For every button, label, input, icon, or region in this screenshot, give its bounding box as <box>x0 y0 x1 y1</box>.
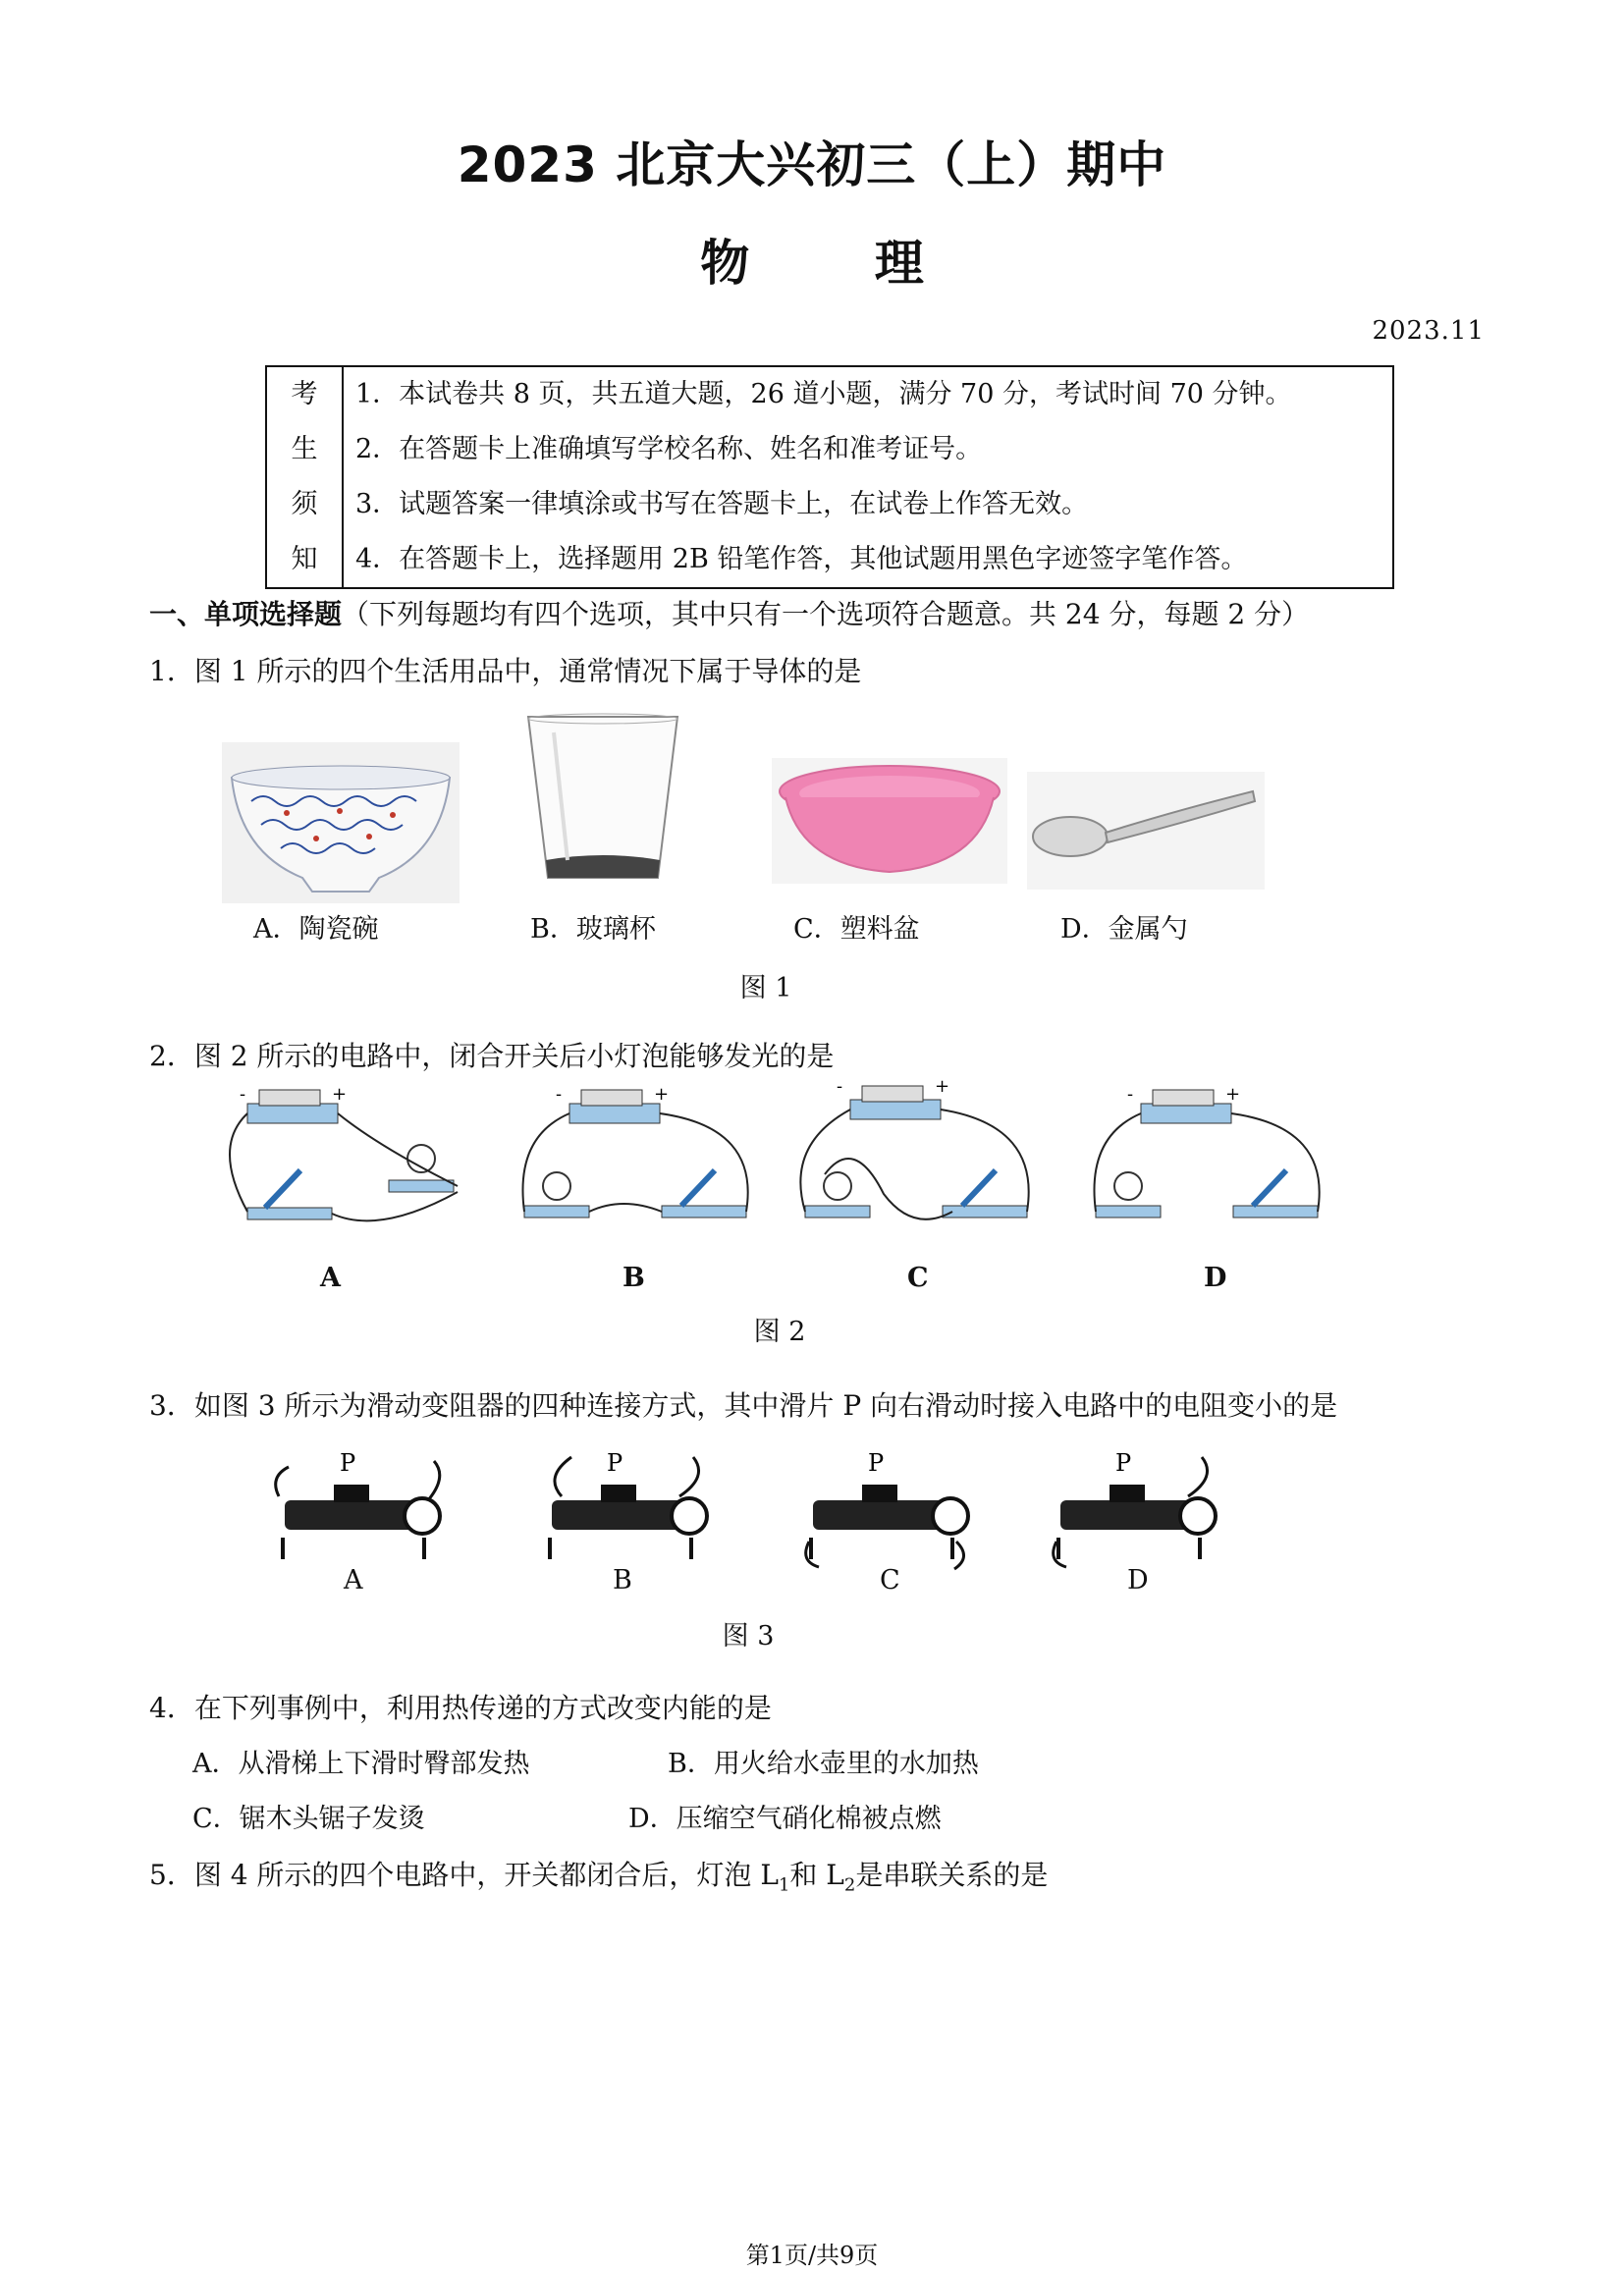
notice-item: 4．在答题卡上，选择题用 2B 铅笔作答，其他试题用黑色字迹签字笔作答。 <box>355 544 1248 574</box>
circuit-a-diagram <box>222 1084 477 1235</box>
q1-option-d: D．金属勺 <box>1060 914 1188 945</box>
notice-side-label <box>266 366 343 588</box>
figure-2-caption: 图 2 <box>753 1317 806 1347</box>
notice-item: 3．试题答案一律填涂或书写在答题卡上，在试卷上作答无效。 <box>355 489 1089 519</box>
q4-option-c: C．锯木头锯子发烫 <box>192 1804 425 1834</box>
subject-title: 物 理 <box>700 235 924 292</box>
figure-1-caption: 图 1 <box>739 973 792 1003</box>
q5-stem-part: 是串联关系的是 <box>855 1859 1049 1891</box>
circuit-d-diagram <box>1086 1084 1331 1235</box>
battery-negative-label: - <box>1127 1084 1134 1105</box>
metal-spoon-image <box>1027 772 1265 890</box>
notice-items <box>343 366 1393 588</box>
battery-negative-label: - <box>240 1084 246 1105</box>
q1-option-b: B．玻璃杯 <box>530 914 656 945</box>
rheostat-d-diagram <box>1041 1443 1227 1571</box>
notice-side-char: 考 <box>291 379 318 409</box>
notice-side-char: 须 <box>291 489 318 519</box>
glass-cup-image <box>524 713 681 886</box>
plastic-basin-image <box>772 758 1007 884</box>
q5-subscript-1: 1 <box>778 1874 790 1896</box>
notice-side-char: 知 <box>291 544 318 574</box>
question-3-stem: 3．如图 3 所示为滑动变阻器的四种连接方式，其中滑片 P 向右滑动时接入电路中的电阻变小的是 <box>149 1389 1338 1422</box>
q2-option-d: D <box>1204 1263 1227 1293</box>
question-2-stem: 2．图 2 所示的电路中，闭合开关后小灯泡能够发光的是 <box>149 1040 835 1072</box>
battery-positive-label: + <box>1225 1084 1241 1105</box>
slider-p-label: P <box>340 1449 356 1477</box>
section-heading <box>149 593 1309 632</box>
battery-positive-label: + <box>654 1084 670 1105</box>
notice-item: 1．本试卷共 8 页，共五道大题，26 道小题，满分 70 分，考试时间 70 分钟。 <box>355 379 1292 409</box>
battery-positive-label: + <box>935 1076 950 1097</box>
ceramic-bowl-image <box>222 742 460 903</box>
exam-date: 2023.11 <box>1372 316 1485 346</box>
q4-option-a: A．从滑梯上下滑时臀部发热 <box>192 1749 530 1779</box>
question-5-stem <box>149 1854 1048 1896</box>
q5-stem-part: 5．图 4 所示的四个电路中，开关都闭合后，灯泡 L <box>149 1859 779 1891</box>
figure-3-caption: 图 3 <box>722 1621 775 1651</box>
section-instructions: （下列每题均有四个选项，其中只有一个选项符合题意。共 24 分，每题 2 分） <box>342 598 1310 630</box>
slider-p-label: P <box>868 1449 885 1477</box>
q4-option-d: D．压缩空气硝化棉被点燃 <box>628 1804 942 1834</box>
notice-side-char: 生 <box>291 434 318 464</box>
circuit-c-diagram <box>795 1076 1041 1235</box>
q5-stem-part: 和 L <box>789 1859 844 1891</box>
slider-p-label: P <box>607 1449 623 1477</box>
battery-positive-label: + <box>332 1084 348 1105</box>
slider-p-label: P <box>1115 1449 1132 1477</box>
rheostat-a-diagram <box>265 1443 452 1571</box>
q3-option-a: A <box>344 1565 363 1596</box>
q5-subscript-2: 2 <box>843 1874 856 1896</box>
exam-title: 2023 北京大兴初三（上）期中 <box>457 136 1167 193</box>
rheostat-b-diagram <box>532 1443 719 1571</box>
question-4-stem: 4．在下列事例中，利用热传递的方式改变内能的是 <box>149 1692 772 1724</box>
q1-option-c: C．塑料盆 <box>793 914 920 945</box>
candidate-notice-table <box>265 365 1394 589</box>
q2-option-b: B <box>623 1263 645 1293</box>
page-footer: 第1页/共9页 <box>745 2242 879 2269</box>
q3-option-c: C <box>880 1565 900 1596</box>
circuit-b-diagram <box>514 1084 760 1235</box>
q1-option-a: A．陶瓷碗 <box>253 914 379 945</box>
battery-negative-label: - <box>837 1076 843 1097</box>
q3-option-b: B <box>613 1565 632 1596</box>
q4-option-b: B．用火给水壶里的水加热 <box>668 1749 979 1779</box>
notice-item: 2．在答题卡上准确填写学校名称、姓名和准考证号。 <box>355 434 983 464</box>
rheostat-c-diagram <box>793 1443 980 1571</box>
question-1-stem: 1．图 1 所示的四个生活用品中，通常情况下属于导体的是 <box>149 655 862 687</box>
section-title: 一、单项选择题 <box>149 598 343 630</box>
battery-negative-label: - <box>556 1084 563 1105</box>
q2-option-a: A <box>320 1263 341 1293</box>
q3-option-d: D <box>1127 1565 1149 1596</box>
q2-option-c: C <box>907 1263 929 1293</box>
